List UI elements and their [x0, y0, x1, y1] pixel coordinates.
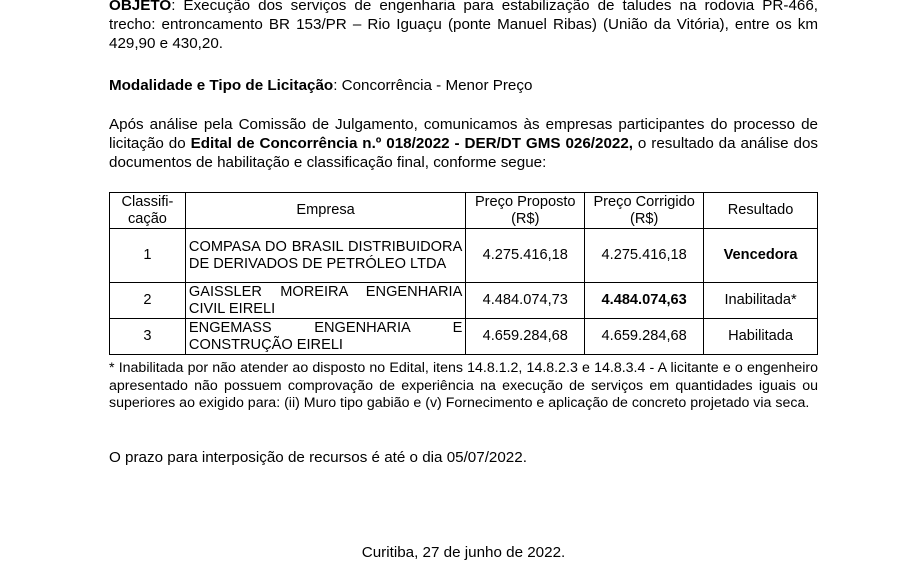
row-preco-proposto: 4.484.074,73 — [466, 283, 585, 319]
row-resultado: Habilitada — [704, 319, 818, 355]
row-empresa: GAISSLER MOREIRA ENGENHARIA CIVIL EIRELI — [185, 283, 465, 319]
header-preco-proposto: Preço Proposto (R$) — [466, 193, 585, 229]
header-resultado: Resultado — [704, 193, 818, 229]
local-data: Curitiba, 27 de junho de 2022. — [361, 544, 566, 561]
objeto-text: : Execução dos serviços de engenharia para estabilização de taludes na rodovia PR-466, trecho: entroncamento BR 153/PR – Rio Iguaçu (ponte Manuel Ribas) (União da Vitória), entre os km 429,90 e 430,20. — [109, 0, 818, 52]
modalidade-paragraph — [109, 76, 818, 95]
row-classificacao: 1 — [110, 229, 186, 283]
row-empresa: COMPASA DO BRASIL DISTRIBUIDORA DE DERIVADOS DE PETRÓLEO LTDA — [185, 229, 465, 283]
prazo-paragraph: O prazo para interposição de recursos é até o dia 05/07/2022. — [109, 449, 527, 466]
table-row — [110, 229, 818, 283]
table-row — [110, 319, 818, 355]
results-table — [109, 192, 818, 355]
row-classificacao: 2 — [110, 283, 186, 319]
row-empresa: ENGEMASS ENGENHARIA E CONSTRUÇÃO EIRELI — [185, 319, 465, 355]
row-preco-corrigido: 4.659.284,68 — [585, 319, 704, 355]
edital-number: Edital de Concorrência n.º 018/2022 - DER/DT GMS 026/2022, — [190, 135, 634, 152]
intro-before: Após análise pela Comissão de Julgamento, comunicamos às empresas participantes do processo de licitação do — [109, 116, 818, 152]
row-resultado: Inabilitada* — [704, 283, 818, 319]
intro-paragraph — [109, 115, 818, 172]
header-preco-corrigido: Preço Corrigido (R$) — [585, 193, 704, 229]
table-row — [110, 283, 818, 319]
header-classificacao: Classifi-cação — [110, 193, 186, 229]
table-header-row — [110, 193, 818, 229]
row-classificacao: 3 — [110, 319, 186, 355]
footnote: * Inabilitada por não atender ao disposto no Edital, itens 14.8.1.2, 14.8.2.3 e 14.8.3.4 - A licitante e o engenheiro apresentado não possuem comprovação de experiência na execução de serviços em quantidades iguais ou superiores ao exigido para: (ii) Muro tipo gabião e (v) Fornecimento e aplicação de concreto projetado via seca. — [109, 360, 818, 411]
row-preco-proposto: 4.275.416,18 — [466, 229, 585, 283]
intro-after: o resultado da análise dos documentos de habilitação e classificação final, conforme segue: — [109, 135, 819, 171]
row-preco-proposto: 4.659.284,68 — [466, 319, 585, 355]
objeto-label: OBJETO — [109, 0, 172, 14]
objeto-paragraph — [109, 0, 818, 53]
modalidade-label: Modalidade e Tipo de Licitação — [109, 77, 334, 94]
header-empresa: Empresa — [185, 193, 465, 229]
row-preco-corrigido: 4.275.416,18 — [585, 229, 704, 283]
modalidade-text: : Concorrência - Menor Preço — [333, 77, 533, 94]
row-preco-corrigido: 4.484.074,63 — [585, 283, 704, 319]
row-resultado: Vencedora — [704, 229, 818, 283]
